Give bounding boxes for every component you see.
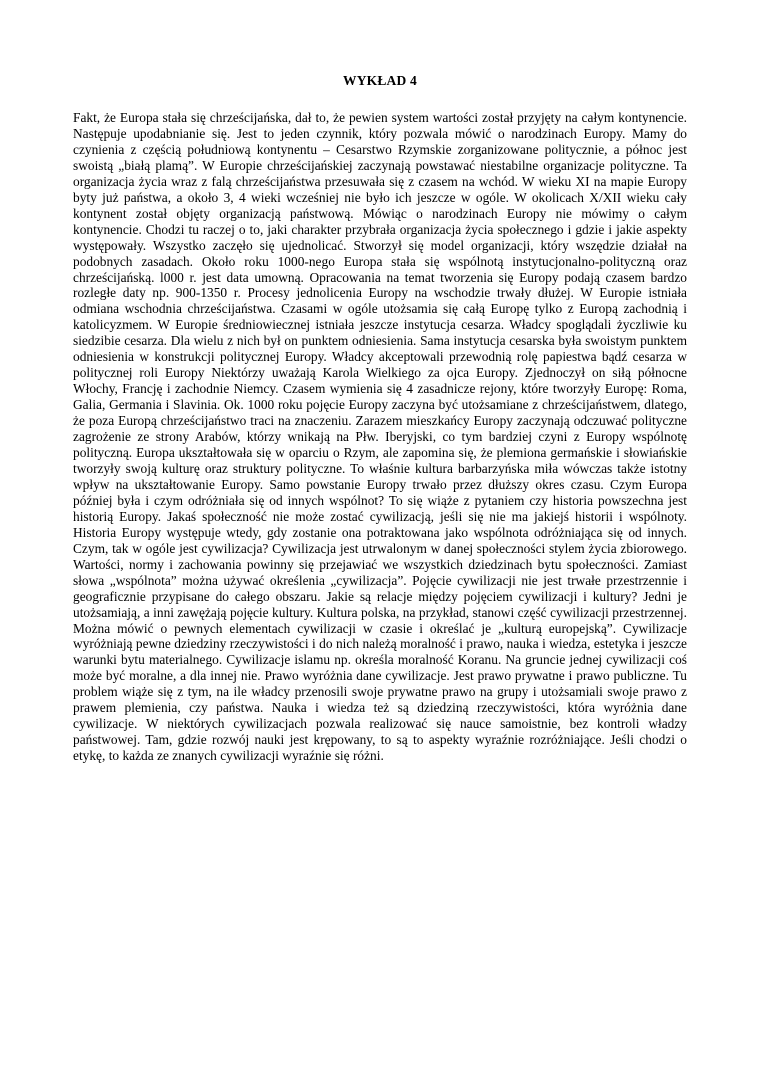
body-paragraph: Fakt, że Europa stała się chrześcijańska, dał to, że pewien system wartości został przyjęty na całym kontynencie. Następuje upodabnianie się. Jest to jeden czynnik, który pozwala mówić o narodzinach Europy. Mamy do czynienia z częścią południową kontynentu – Cesarstwo Rzymskie zorganizowane politycznie, a północ jest swoistą „białą plamą”. W Europie chrześcijańskiej zaczynają powstawać niestabilne organizacje polityczne. Ta organizacja życia wraz z falą chrześcijaństwa przesuwała się z czasem na wchód. W wieku XI na mapie Europy byty już państwa, a około 3, 4 wieki wcześniej nie było ich jeszcze w ogóle. W okolicach X/XII wieku cały kontynent został objęty organizacją państwową. Mówiąc o narodzinach Europy nie mówimy o całym kontynencie. Chodzi tu raczej o to, jaki charakter przybrała organizacja życia społecznego i gdzie i jakie aspekty występowały. Wszystko zaczęło się ujednolicać. Stworzył się model organizacji, który wszędzie działał na podobnych zasadach. Około roku 1000-nego Europa stała się wspólnotą instytucjonalno-polityczną oraz chrześcijańską. l000 r. jest data umowną. Opracowania na temat tworzenia się Europy podają czasem bardzo rozległe daty np. 900-1350 r. Procesy jednolicenia Europy na wschodzie trwały dłużej. W Europie istniała odmiana wschodnia chrześcijaństwa. Czasami w ogóle utożsamia się całą Europę tylko z Europą zachodnią i katolicyzmem. W Europie średniowiecznej istniała jeszcze instytucja cesarza. Władcy spoglądali życzliwie ku siedzibie cesarza. Dla wielu z nich był on punktem odniesienia. Sama instytucja cesarska była swoistym punktem odniesienia w konstrukcji politycznej Europy. Władcy akceptowali przewodnią rolę papiestwa bądź cesarza w politycznej roli Europy Niektórzy uważają Karola Wielkiego za ojca Europy. Zjednoczył on siłą północne Włochy, Francję i zachodnie Niemcy. Czasem wymienia się 4 zasadnicze rejony, które tworzyły Europę: Roma, Galia, Germania i Slavinia. Ok. 1000 roku pojęcie Europy zaczyna być utożsamiane z chrześcijaństwem, dlatego, że poza Europą chrześcijaństwo traci na znaczeniu. Zarazem mieszkańcy Europy zaczynają odczuwać polityczne zagrożenie ze strony Arabów, którzy wnikają na Płw. Iberyjski, co tym bardziej czyni z Europy wspólnotę polityczną. Europa ukształtowała się w oparciu o Rzym, ale zapomina się, że plemiona germańskie i słowiańskie tworzyły swoją kulturę oraz struktury polityczne. To właśnie kultura barbarzyńska miła wówczas także istotny wpływ na ukształtowanie Europy. Samo powstanie Europy trwało przez dłuższy okres czasu. Czym Europa później była i czym odróżniała się od innych wspólnot? To się wiąże z pytaniem czy historia powszechna jest historią Europy. Jakaś społeczność nie może zostać cywilizacją, jeśli się nie ma jakiejś historii i wspólnoty. Historia Europy występuje wtedy, gdy zostanie ona potraktowana jako wspólnota odróżniająca się od innych. Czym, tak w ogóle jest cywilizacja? Cywilizacja jest utrwalonym w danej społeczności stylem życia zbiorowego. Wartości, normy i zachowania powinny się przejawiać we wszystkich dziedzinach bytu społeczności. Zamiast słowa „wspólnota” można używać określenia „cywilizacja”. Pojęcie cywilizacji nie jest trwałe przestrzennie i geograficznie przypisane do całego obszaru. Jakie są relacje między pojęciem cywilizacji i kultury? Jedni je utożsamiają, a inni zawężają pojęcie kultury. Kultura polska, na przykład, stanowi część cywilizacji przestrzennej. Można mówić o pewnych elementach cywilizacji w czasie i określać je „kulturą europejską”. Cywilizacje wyróżniają pewne dziedziny rzeczywistości i do nich należą moralność i prawo, nauka i wiedza, estetyka i jeszcze warunki bytu materialnego. Cywilizacje islamu np. określa moralność Koranu. Na gruncie jednej cywilizacji coś może być moralne, a dla innej nie. Prawo wyróżnia dane cywilizacje. Jest prawo prywatne i prawo publiczne. Tu problem wiąże się z tym, na ile władcy przenosili swoje prywatne prawo na grupy i utożsamiali swoje prawo z prawem plemienia, czy państwa. Nauka i wiedza też są dziedziną rzeczywistości, która wyróżnia dane cywilizacje. W niektórych cywilizacjach pozwala realizować się nauce samoistnie, bez kontroli władzy państwowej. Tam, gdzie rozwój nauki jest krępowany, to są to aspekty wyraźnie rozróżniające. Jeśli chodzi o etykę, to każda ze znanych cywilizacji wyraźnie się różni. <box>73 110 687 764</box>
document-title: WYKŁAD 4 <box>343 73 417 88</box>
